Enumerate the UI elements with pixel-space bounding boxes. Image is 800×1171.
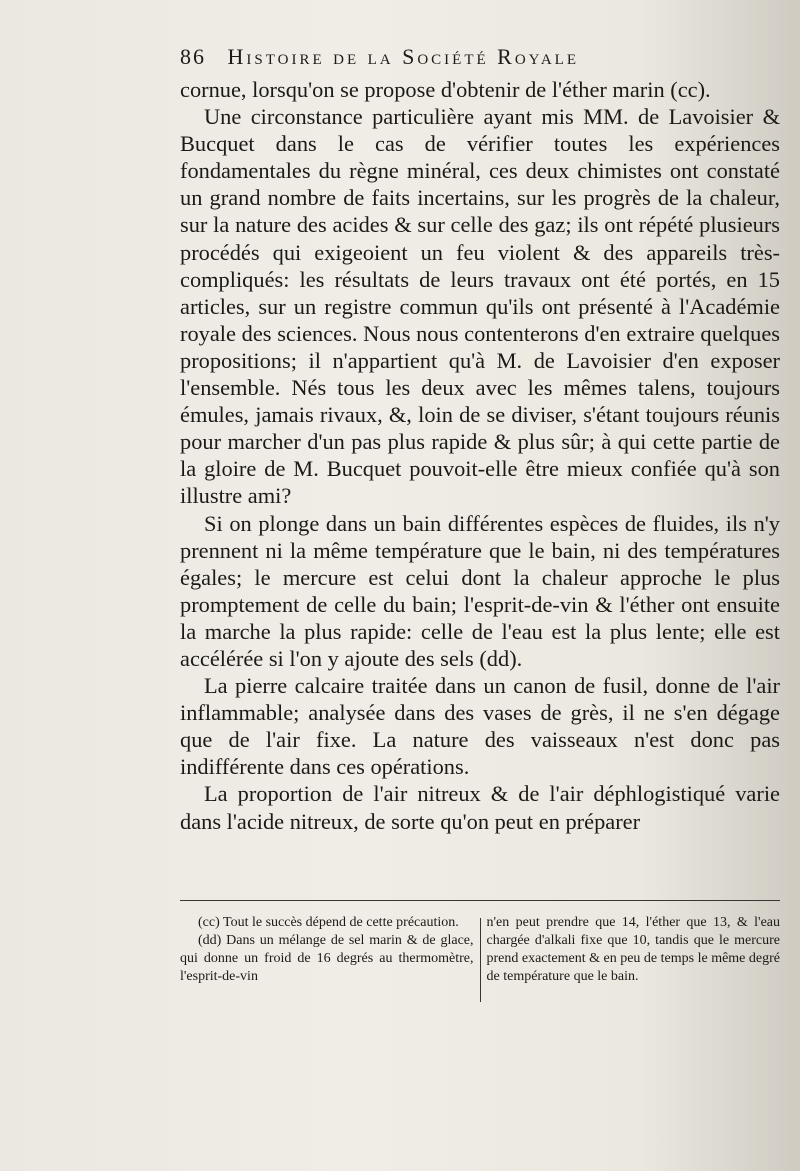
paragraph-fluids-bath: Si on plonge dans un bain différentes espèces de fluides, ils n'y prennent ni la même température que le bain, ni des températures égales; le mercure est celui dont la chaleur approche le plus promptement de celle du bain; l'esprit-de-vin & l'éther ont ensuite la marche la plus rapide: celle de l'eau est la plus lente; elle est accélérée si l'on y ajoute des sels (dd). <box>180 510 780 671</box>
paragraph-continuation: cornue, lorsqu'on se propose d'obtenir de l'éther marin (cc). <box>180 77 711 102</box>
running-title: Histoire de la Société Royale <box>227 44 579 69</box>
column-separator <box>480 918 481 1002</box>
footnote-divider <box>180 900 780 901</box>
footnote-dd: (dd) Dans un mélange de sel marin & de glace, qui donne un froid de 16 degrés au thermomètre, l'esprit-de-vin <box>180 933 474 984</box>
footnote-column-right <box>487 914 781 1002</box>
page-number: 86 <box>180 44 206 69</box>
paragraph-calcareous-stone: La pierre calcaire traitée dans un canon de fusil, donne de l'air inflammable; analysée dans des vases de grès, il ne s'en dégage que de l'air fixe. La nature des vaisseaux n'est donc pas indifférente dans ces opérations. <box>180 673 780 780</box>
main-text <box>180 76 780 835</box>
footnote-column-left <box>180 914 474 1002</box>
footnotes <box>180 914 780 1002</box>
running-header <box>180 44 780 70</box>
paragraph-nitrous-air: La proportion de l'air nitreux & de l'air déphlogistiqué varie dans l'acide nitreux, de sorte qu'on peut en préparer <box>180 781 780 834</box>
paragraph-lavoisier-bucquet: Une circonstance particulière ayant mis MM. de Lavoisier & Bucquet dans le cas de vérifier toutes les expériences fondamentales du règne minéral, ces deux chimistes ont constaté un grand nombre de faits incertains, sur les progrès de la chaleur, sur la nature des acides & sur celle des gaz; ils ont répété plusieurs procédés qui exigeoient un feu violent & des appareils très-compliqués: les résultats de leurs travaux ont été portés, en 15 articles, sur un registre commun qu'ils ont présenté à l'Académie royale des sciences. Nous nous contenterons d'en extraire quelques propositions; il n'appartient qu'à M. de Lavoisier d'en exposer l'ensemble. Nés tous les deux avec les mêmes talens, toujours émules, jamais rivaux, &, loin de se diviser, s'étant toujours réunis pour marcher d'un pas plus rapide & plus sûr; à qui cette partie de la gloire de M. Bucquet pouvoit-elle être mieux confiée qu'à son illustre ami? <box>180 104 780 509</box>
footnote-cc: (cc) Tout le succès dépend de cette précaution. <box>198 915 459 930</box>
footnote-dd-continued: n'en peut prendre que 14, l'éther que 13, & l'eau chargée d'alkali fixe que 10, tandis que le mercure prend exactement & en peu de temps le même degré de température que le bain. <box>486 915 780 984</box>
